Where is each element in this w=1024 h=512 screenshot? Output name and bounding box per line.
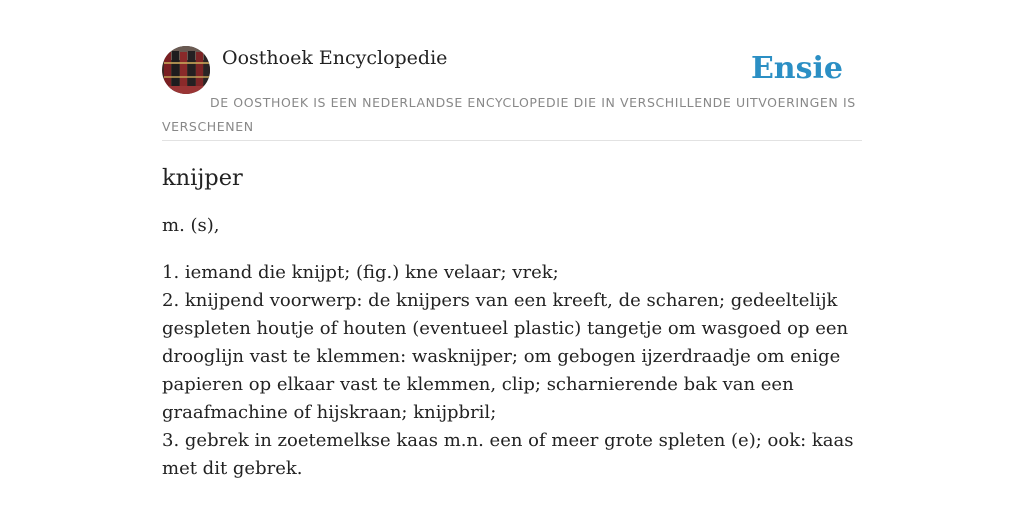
sense-3: 3. gebrek in zoetemelkse kaas m.n. een of meer grote spleten (e); ook: kaas met dit gebrek. [162,430,854,479]
site-header [162,46,862,141]
site-title[interactable]: Oosthoek Encyclopedie [222,47,448,69]
books-icon [162,46,210,94]
sense-1: 1. iemand die knijpt; (fig.) kne velaar; vrek; [162,262,559,283]
brand-logo[interactable]: Ensie [750,51,843,86]
site-tagline: DE OOSTHOEK IS EEN NEDERLANDSE ENCYCLOPEDIE DIE IN VERSCHILLENDE UITVOERINGEN IS VERSCHENEN [162,95,856,134]
entry-headword: knijper [162,165,243,191]
entry-content [162,160,862,483]
avatar[interactable] [162,46,210,94]
sense-2: 2. knijpend voorwerp: de knijpers van een kreeft, de scharen; gedeeltelijk gespleten houtje of houten (eventueel plastic) tangetje om wasgoed op een drooglijn vast te klemmen: wasknijper; om gebogen ijzerdraadje om enige papieren op elkaar vast te klemmen, clip; scharnierende bak van een graafmachine of hijskraan; knijpbril; [162,290,849,423]
entry-grammar: m. (s), [162,215,220,236]
entry-senses [162,259,862,483]
